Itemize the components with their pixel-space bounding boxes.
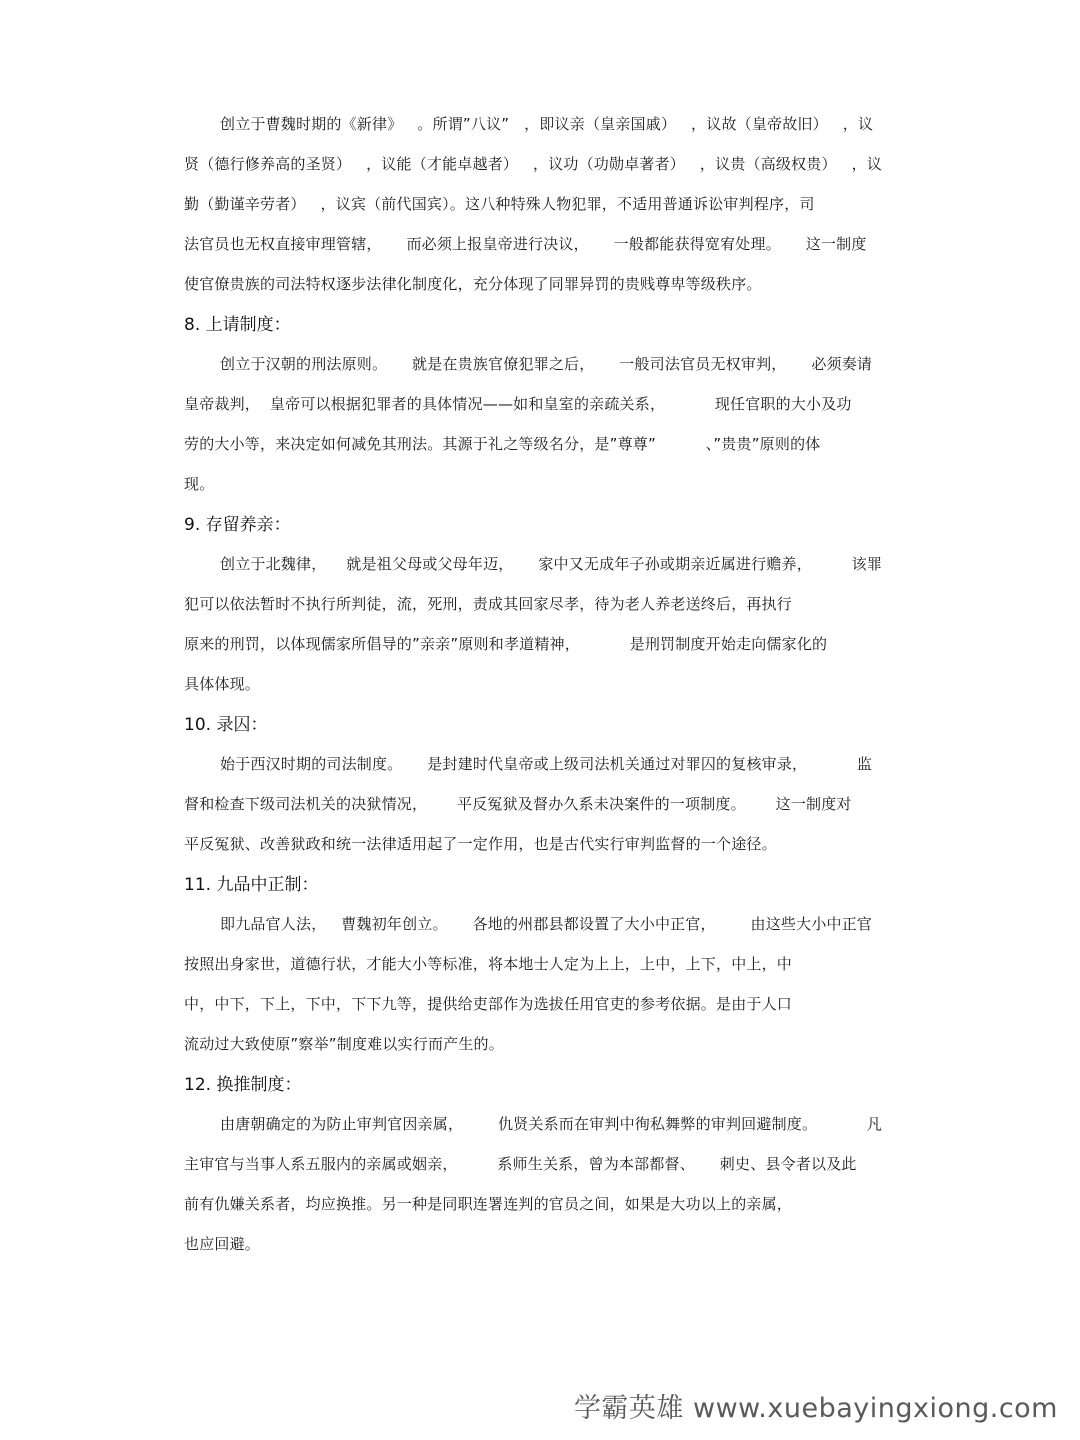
paragraph-line: 由唐朝确定的为防止审判官因亲属， 仇贤关系而在审判中徇私舞弊的审判回避制度。 凡	[220, 1115, 883, 1133]
paragraph-line: 始于西汉时期的司法制度。 是封建时代皇帝或上级司法机关通过对罪囚的复核审录， 监	[220, 755, 873, 773]
paragraph-line: 法官员也无权直接审理管辖， 而必须上报皇帝进行决议， 一般都能获得宽宥处理。 这一制度	[184, 235, 867, 253]
paragraph-line: 前有仇嫌关系者，均应换推。另一种是同职连署连判的官员之间，如果是大功以上的亲属，	[184, 1195, 793, 1213]
site-watermark: 学霸英雄 www.xuebayingxiong.com	[573, 1393, 1058, 1424]
paragraph-line: 流动过大致使原”察举”制度难以实行而产生的。	[184, 1035, 504, 1053]
paragraph-line: 平反冤狱、改善狱政和统一法律适用起了一定作用，也是古代实行审判监督的一个途径。	[184, 835, 777, 853]
paragraph-line: 皇帝裁判， 皇帝可以根据犯罪者的具体情况——如和皇室的亲疏关系， 现任官职的大小及功	[184, 395, 852, 413]
paragraph-line: 勤（勤谨辛劳者） ，议宾（前代国宾）。这八种特殊人物犯罪，不适用普通诉讼审判程序，司	[184, 195, 815, 213]
section-heading: 11. 九品中正制：	[184, 875, 319, 895]
section-heading: 12. 换推制度：	[184, 1075, 302, 1095]
paragraph-line: 现。	[184, 475, 215, 493]
paragraph-line: 中，中下，下上，下中，下下九等，提供给吏部作为选拔任用官吏的参考依据。是由于人口	[184, 995, 793, 1013]
paragraph-line: 按照出身家世，道德行状，才能大小等标准，将本地士人定为上上，上中，上下，中上，中	[184, 955, 793, 973]
paragraph-line: 贤（德行修养高的圣贤） ，议能（才能卓越者） ，议功（功勋卓著者） ，议贵（高级权贵） ，议	[184, 155, 883, 173]
paragraph-line: 创立于北魏律， 就是祖父母或父母年迈， 家中又无成年子孙或期亲近属进行赡养， 该罪	[220, 555, 883, 573]
paragraph-line: 督和检查下级司法机关的决狱情况， 平反冤狱及督办久系未决案件的一项制度。 这一制度对	[184, 795, 852, 813]
paragraph-line: 原来的刑罚，以体现儒家所倡导的”亲亲”原则和孝道精神， 是刑罚制度开始走向儒家化的	[184, 635, 828, 653]
paragraph-line: 创立于汉朝的刑法原则。 就是在贵族官僚犯罪之后， 一般司法官员无权审判， 必须奏请	[220, 355, 873, 373]
section-heading: 8. 上请制度：	[184, 315, 291, 335]
paragraph-line: 犯可以依法暂时不执行所判徒，流，死刑，责成其回家尽孝，待为老人养老送终后，再执行	[184, 595, 793, 613]
paragraph-line: 使官僚贵族的司法特权逐步法律化制度化，充分体现了同罪异罚的贵贱尊卑等级秩序。	[184, 275, 762, 293]
section-heading: 10. 录囚：	[184, 715, 268, 735]
paragraph-line: 劳的大小等，来决定如何减免其刑法。其源于礼之等级名分，是”尊尊” 、”贵贵”原则的体	[184, 435, 821, 453]
paragraph-line: 创立于曹魏时期的《新律》 。所谓”八议” ，即议亲（皇亲国戚） ，议故（皇帝故旧） ，议	[220, 115, 874, 133]
paragraph-line: 即九品官人法， 曹魏初年创立。 各地的州郡县都设置了大小中正官， 由这些大小中正官	[220, 915, 873, 933]
paragraph-line: 具体体现。	[184, 675, 261, 693]
section-heading: 9. 存留养亲：	[184, 515, 291, 535]
paragraph-line: 主审官与当事人系五服内的亲属或姻亲， 系师生关系，曾为本部都督、 刺史、县令者以及此	[184, 1155, 857, 1173]
paragraph-line: 也应回避。	[184, 1235, 261, 1253]
